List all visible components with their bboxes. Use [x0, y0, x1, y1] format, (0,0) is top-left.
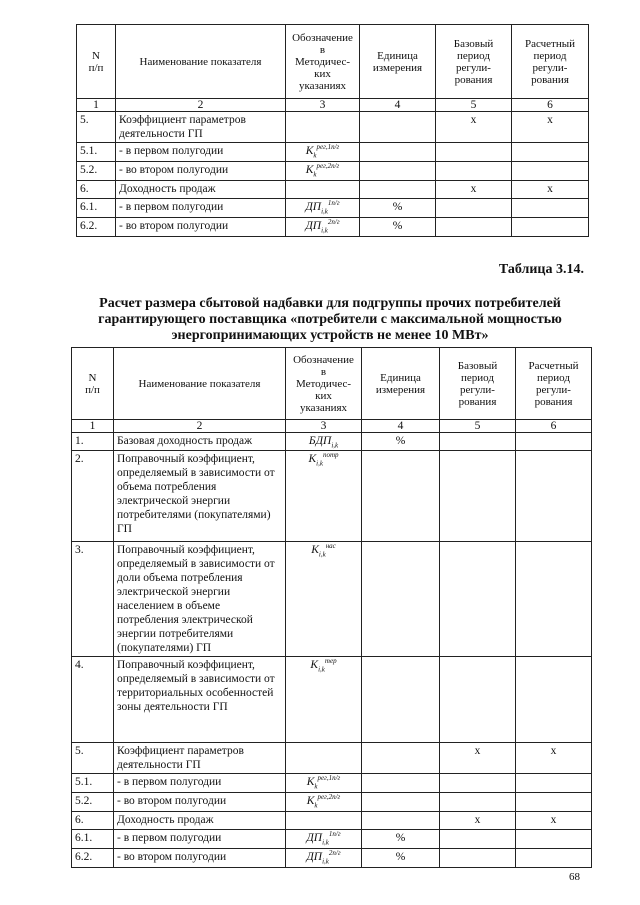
- calc-period-cell: x: [516, 812, 592, 830]
- column-numbers-row: [77, 99, 589, 112]
- indicator-name: Доходность продаж: [114, 812, 286, 830]
- designation-cell: [286, 433, 362, 451]
- designation-cell: [286, 199, 360, 218]
- indicator-table-2: [71, 347, 592, 868]
- symbol-base: ДП: [305, 220, 322, 232]
- calc-period-cell: [512, 162, 589, 181]
- symbol-subscript: k: [314, 782, 318, 791]
- symbol-subscript: i,k: [322, 838, 329, 847]
- indicator-name: - в первом полугодии: [116, 199, 286, 218]
- symbol-subscript: i,k: [318, 550, 326, 559]
- symbol-superscript: рег,1п/г: [316, 143, 340, 152]
- base-period-cell: x: [436, 112, 512, 143]
- designation-cell: [286, 451, 362, 542]
- designation-cell: [286, 812, 362, 830]
- base-period-cell: [436, 162, 512, 181]
- calc-period-cell: [512, 218, 589, 237]
- page-number: 68: [569, 871, 580, 883]
- row-number: 5.2.: [72, 793, 114, 812]
- unit-cell: %: [362, 830, 440, 849]
- calc-period-cell: [512, 199, 589, 218]
- symbol-base: ДП: [306, 851, 323, 863]
- formula-symbol: [311, 542, 336, 559]
- calc-period-cell: [516, 433, 592, 451]
- row-number: 2.: [72, 451, 114, 542]
- symbol-base: K: [310, 659, 319, 671]
- header-num: N п/п: [72, 348, 114, 420]
- designation-cell: [286, 162, 360, 181]
- calc-period-cell: x: [512, 112, 589, 143]
- indicator-name: Поправочный коэффициент, определяемый в зависимости от территориальных особенностей зоны деятельности ГП: [114, 657, 286, 743]
- formula-symbol: [305, 162, 340, 179]
- table-row: [72, 793, 592, 812]
- table-row: [72, 451, 592, 542]
- symbol-superscript: 2п/г: [327, 218, 340, 227]
- designation-cell: [286, 181, 360, 199]
- base-period-cell: [440, 793, 516, 812]
- column-number: 5: [436, 99, 512, 112]
- unit-cell: [360, 162, 436, 181]
- row-number: 5.1.: [72, 774, 114, 793]
- header-calc-period: Расчетный период регули- рования: [512, 25, 589, 99]
- base-period-cell: [440, 542, 516, 657]
- symbol-base: ДП: [305, 201, 322, 213]
- base-period-cell: x: [440, 743, 516, 774]
- column-numbers-row: [72, 420, 592, 433]
- table-row: [77, 162, 589, 181]
- base-period-cell: [436, 143, 512, 162]
- symbol-subscript: k: [313, 151, 317, 160]
- symbol-subscript: i,k: [321, 226, 328, 235]
- column-number: 3: [286, 99, 360, 112]
- symbol-base: K: [306, 776, 315, 788]
- unit-cell: [362, 542, 440, 657]
- calc-period-cell: [516, 830, 592, 849]
- unit-cell: [362, 774, 440, 793]
- symbol-base: K: [305, 145, 314, 157]
- indicator-name: Базовая доходность продаж: [114, 433, 286, 451]
- column-number: 2: [114, 420, 286, 433]
- column-number: 2: [116, 99, 286, 112]
- column-number: 3: [286, 420, 362, 433]
- column-number: 4: [362, 420, 440, 433]
- unit-cell: [362, 657, 440, 743]
- indicator-name: - во втором полугодии: [116, 218, 286, 237]
- formula-symbol: [310, 657, 337, 674]
- base-period-cell: x: [440, 812, 516, 830]
- designation-cell: [286, 849, 362, 868]
- column-number: 1: [72, 420, 114, 433]
- table-row: [72, 743, 592, 774]
- designation-cell: [286, 218, 360, 237]
- header-symbol: Обозначение в Методичес- ких указаниях: [286, 25, 360, 99]
- symbol-base: БДП: [308, 435, 332, 447]
- row-number: 6.2.: [72, 849, 114, 868]
- indicator-name: - в первом полугодии: [116, 143, 286, 162]
- indicator-name: Коэффициент параметров деятельности ГП: [116, 112, 286, 143]
- symbol-subscript: k: [314, 801, 318, 810]
- indicator-name: - во втором полугодии: [114, 849, 286, 868]
- column-number: 6: [512, 99, 589, 112]
- symbol-base: K: [311, 544, 319, 556]
- unit-cell: [360, 143, 436, 162]
- symbol-superscript: рег,2п/г: [317, 793, 341, 802]
- table-row: [72, 830, 592, 849]
- unit-cell: [362, 743, 440, 774]
- indicator-name: Доходность продаж: [116, 181, 286, 199]
- symbol-superscript: 1п/г: [327, 199, 340, 208]
- formula-symbol: [305, 199, 340, 216]
- table-row: [77, 112, 589, 143]
- row-number: 6.1.: [72, 830, 114, 849]
- indicator-table-1: [76, 24, 589, 237]
- table-row: [72, 542, 592, 657]
- base-period-cell: [440, 433, 516, 451]
- unit-cell: %: [360, 218, 436, 237]
- table-row: [72, 849, 592, 868]
- row-number: 5.: [72, 743, 114, 774]
- row-number: 6.: [72, 812, 114, 830]
- calc-period-cell: [516, 451, 592, 542]
- row-number: 3.: [72, 542, 114, 657]
- designation-cell: [286, 830, 362, 849]
- header-base-period: Базовый период регули- рования: [440, 348, 516, 420]
- symbol-base: K: [305, 164, 314, 176]
- symbol-superscript: тер: [324, 657, 337, 666]
- base-period-cell: [440, 774, 516, 793]
- base-period-cell: [440, 849, 516, 868]
- row-number: 5.1.: [77, 143, 116, 162]
- calc-period-cell: [512, 143, 589, 162]
- base-period-cell: x: [436, 181, 512, 199]
- unit-cell: [362, 793, 440, 812]
- formula-symbol: [306, 793, 341, 810]
- row-number: 4.: [72, 657, 114, 743]
- designation-cell: [286, 657, 362, 743]
- designation-cell: [286, 542, 362, 657]
- unit-cell: %: [362, 433, 440, 451]
- indicator-name: - в первом полугодии: [114, 774, 286, 793]
- row-number: 6.2.: [77, 218, 116, 237]
- symbol-superscript: 1п/г: [328, 830, 341, 839]
- calc-period-cell: [516, 774, 592, 793]
- table-row: [72, 774, 592, 793]
- header-calc-period: Расчетный период регули- рования: [516, 348, 592, 420]
- table-header-row: [77, 25, 589, 99]
- formula-symbol: [306, 830, 341, 847]
- row-number: 1.: [72, 433, 114, 451]
- table-row: [72, 433, 592, 451]
- symbol-superscript: рег,1п/г: [317, 774, 341, 783]
- header-unit: Единица измерения: [360, 25, 436, 99]
- designation-cell: [286, 743, 362, 774]
- table-caption: Таблица 3.14.: [498, 262, 584, 277]
- formula-symbol: [305, 218, 340, 235]
- unit-cell: [362, 451, 440, 542]
- unit-cell: [362, 812, 440, 830]
- formula-symbol: [306, 849, 341, 866]
- table-row: [77, 199, 589, 218]
- calc-period-cell: [516, 542, 592, 657]
- row-number: 6.1.: [77, 199, 116, 218]
- calc-period-cell: x: [512, 181, 589, 199]
- table-title: Расчет размера сбытовой надбавки для подгруппы прочих потребителей гарантирующего поставщика «потребители с максимальной мощностью энергопринимающих устройств не менее 10 МВт»: [98, 296, 562, 343]
- indicator-name: Поправочный коэффициент, определяемый в зависимости от доли объема потребления электрической энергии населением в объеме потребления электрической энергии потребителями (покупателями) ГП: [114, 542, 286, 657]
- column-number: 5: [440, 420, 516, 433]
- table-row: [72, 657, 592, 743]
- formula-symbol: [308, 451, 339, 468]
- designation-cell: [286, 143, 360, 162]
- table-row: [77, 218, 589, 237]
- symbol-superscript: нас: [325, 542, 336, 551]
- header-symbol: Обозначение в Методичес- ких указаниях: [286, 348, 362, 420]
- base-period-cell: [440, 830, 516, 849]
- unit-cell: %: [360, 199, 436, 218]
- base-period-cell: [440, 451, 516, 542]
- unit-cell: [360, 181, 436, 199]
- column-number: 4: [360, 99, 436, 112]
- header-base-period: Базовый период регули- рования: [436, 25, 512, 99]
- symbol-base: K: [306, 795, 315, 807]
- designation-cell: [286, 774, 362, 793]
- indicator-name: - в первом полугодии: [114, 830, 286, 849]
- header-num: N п/п: [77, 25, 116, 99]
- symbol-base: K: [308, 453, 317, 465]
- unit-cell: [360, 112, 436, 143]
- symbol-subscript: i,k: [318, 665, 325, 674]
- indicator-name: Поправочный коэффициент, определяемый в зависимости от объема потребления электрической энергии потребителями (покупателями) ГП: [114, 451, 286, 542]
- table-row: [77, 181, 589, 199]
- table-row: [77, 143, 589, 162]
- indicator-name: - во втором полугодии: [114, 793, 286, 812]
- symbol-subscript: i,k: [321, 207, 328, 216]
- symbol-subscript: i,k: [331, 441, 339, 450]
- symbol-subscript: i,k: [316, 459, 323, 468]
- column-number: 6: [516, 420, 592, 433]
- base-period-cell: [436, 199, 512, 218]
- base-period-cell: [440, 657, 516, 743]
- designation-cell: [286, 112, 360, 143]
- column-number: 1: [77, 99, 116, 112]
- row-number: 6.: [77, 181, 116, 199]
- table-row: [72, 812, 592, 830]
- header-name: Наименование показателя: [114, 348, 286, 420]
- symbol-subscript: i,k: [322, 857, 329, 866]
- row-number: 5.: [77, 112, 116, 143]
- calc-period-cell: [516, 793, 592, 812]
- indicator-name: - во втором полугодии: [116, 162, 286, 181]
- formula-symbol: [308, 435, 339, 450]
- calc-period-cell: [516, 849, 592, 868]
- table-header-row: [72, 348, 592, 420]
- formula-symbol: [305, 143, 340, 160]
- header-unit: Единица измерения: [362, 348, 440, 420]
- base-period-cell: [436, 218, 512, 237]
- symbol-base: ДП: [306, 832, 323, 844]
- unit-cell: %: [362, 849, 440, 868]
- calc-period-cell: x: [516, 743, 592, 774]
- symbol-superscript: потр: [322, 451, 339, 460]
- header-name: Наименование показателя: [116, 25, 286, 99]
- formula-symbol: [306, 774, 341, 791]
- symbol-subscript: k: [313, 170, 317, 179]
- calc-period-cell: [516, 657, 592, 743]
- symbol-superscript: 2п/г: [328, 849, 341, 858]
- designation-cell: [286, 793, 362, 812]
- symbol-superscript: рег,2п/г: [316, 162, 340, 171]
- row-number: 5.2.: [77, 162, 116, 181]
- indicator-name: Коэффициент параметров деятельности ГП: [114, 743, 286, 774]
